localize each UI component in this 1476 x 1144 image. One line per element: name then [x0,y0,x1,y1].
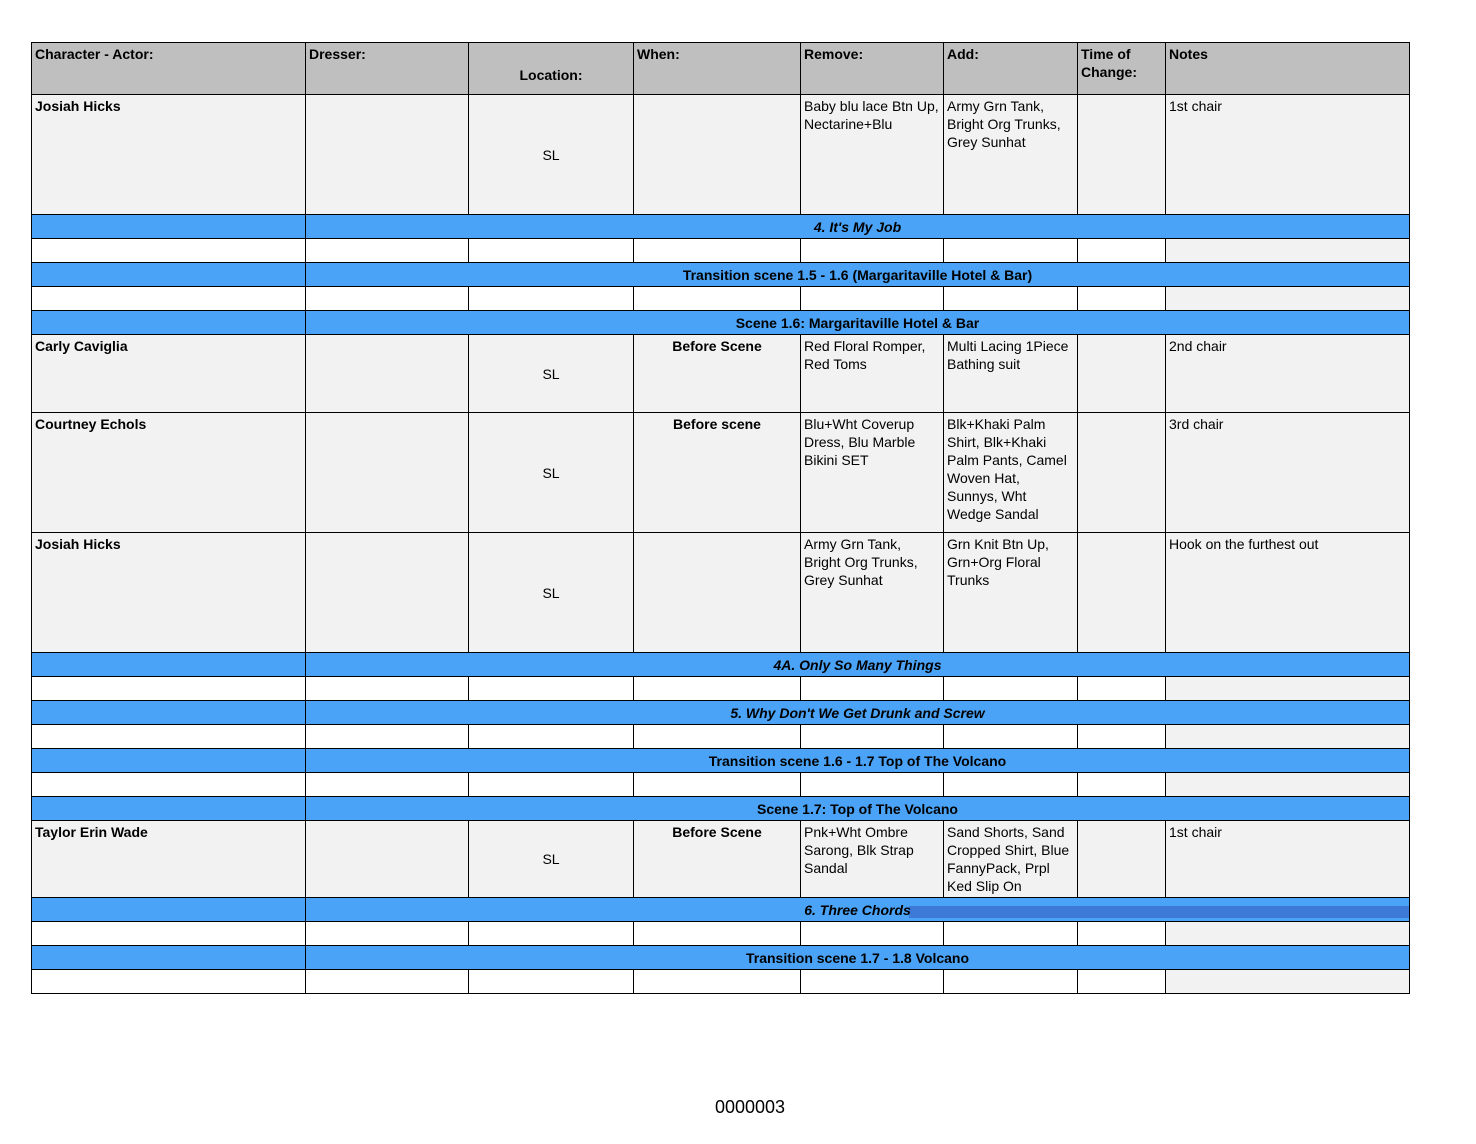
actor-cell: Carly Caviglia [32,335,306,413]
blank-cell [306,922,469,946]
actor-cell: Josiah Hicks [32,95,306,215]
header-row [32,43,1410,95]
dresser-cell [306,821,469,898]
section-row [32,263,1410,287]
section-title: Scene 1.6: Margaritaville Hotel & Bar [306,311,1410,335]
blank-cell [32,922,306,946]
blank-cell [469,239,634,263]
blank-cell [1078,677,1166,701]
blank-cell [306,287,469,311]
blank-cell [469,287,634,311]
blank-cell [634,970,801,994]
header-character: Character - Actor: [32,43,306,95]
blank-cell [32,239,306,263]
remove-cell: Baby blu lace Btn Up, Nectarine+Blu [801,95,944,215]
actor-cell: Taylor Erin Wade [32,821,306,898]
section-title: 4A. Only So Many Things [306,653,1410,677]
blank-cell [634,287,801,311]
blank-row [32,970,1410,994]
costume-change-table [31,42,1410,994]
section-blank-cell [32,898,306,922]
blank-row [32,725,1410,749]
add-cell: Blk+Khaki Palm Shirt, Blk+Khaki Palm Pants, Camel Woven Hat, Sunnys, Wht Wedge Sandal [944,413,1078,533]
section-blank-cell [32,797,306,821]
blank-notes-cell [1166,287,1410,311]
blank-cell [634,922,801,946]
notes-cell: 2nd chair [1166,335,1410,413]
blank-notes-cell [1166,922,1410,946]
section-row [32,215,1410,239]
blank-cell [1078,970,1166,994]
location-cell: SL [469,413,634,533]
dresser-cell [306,533,469,653]
add-cell: Sand Shorts, Sand Cropped Shirt, Blue FannyPack, Prpl Ked Slip On [944,821,1078,898]
section-title: Scene 1.7: Top of The Volcano [306,797,1410,821]
notes-cell: Hook on the furthest out [1166,533,1410,653]
notes-cell: 1st chair [1166,95,1410,215]
dresser-cell [306,335,469,413]
actor-cell: Josiah Hicks [32,533,306,653]
blank-cell [306,677,469,701]
blank-cell [469,773,634,797]
header-time-of-change: Time of Change: [1078,43,1166,95]
blank-cell [801,239,944,263]
blank-cell [801,773,944,797]
add-cell: Multi Lacing 1Piece Bathing suit [944,335,1078,413]
blank-cell [944,773,1078,797]
section-blank-cell [32,701,306,725]
header-add: Add: [944,43,1078,95]
blank-cell [32,773,306,797]
actor-cell: Courtney Echols [32,413,306,533]
blank-cell [1078,922,1166,946]
header-notes: Notes [1166,43,1410,95]
blank-cell [32,725,306,749]
blank-cell [634,773,801,797]
time-of-change-cell [1078,533,1166,653]
time-of-change-cell [1078,821,1166,898]
section-title-text: 6. Three Chords [804,901,911,918]
time-of-change-cell [1078,413,1166,533]
section-row [32,797,1410,821]
page-number: 0000003 [714,1097,786,1117]
section-row [32,653,1410,677]
notes-cell: 3rd chair [1166,413,1410,533]
blank-cell [306,773,469,797]
when-cell: Before Scene [634,335,801,413]
highlight-bar [909,906,1409,918]
blank-cell [634,239,801,263]
blank-cell [944,922,1078,946]
blank-cell [1078,725,1166,749]
blank-row [32,922,1410,946]
table-row [32,335,1410,413]
section-blank-cell [32,215,306,239]
section-blank-cell [32,749,306,773]
blank-cell [32,287,306,311]
blank-cell [801,725,944,749]
table-row [32,533,1410,653]
blank-cell [469,922,634,946]
header-when: When: [634,43,801,95]
table-row [32,95,1410,215]
blank-notes-cell [1166,725,1410,749]
header-location: Location: [469,43,634,95]
section-row [32,898,1410,922]
blank-cell [944,970,1078,994]
location-cell: SL [469,335,634,413]
blank-cell [469,970,634,994]
section-title [306,898,1410,922]
blank-cell [469,677,634,701]
when-cell [634,95,801,215]
remove-cell: Blu+Wht Coverup Dress, Blu Marble Bikini SET [801,413,944,533]
blank-cell [944,725,1078,749]
section-title: Transition scene 1.5 - 1.6 (Margaritaville Hotel & Bar) [306,263,1410,287]
blank-cell [32,970,306,994]
blank-notes-cell [1166,970,1410,994]
section-title: Transition scene 1.6 - 1.7 Top of The Volcano [306,749,1410,773]
section-blank-cell [32,653,306,677]
when-cell [634,533,801,653]
blank-cell [944,287,1078,311]
header-remove: Remove: [801,43,944,95]
notes-cell: 1st chair [1166,821,1410,898]
section-title: 4. It's My Job [306,215,1410,239]
blank-cell [801,287,944,311]
blank-cell [801,677,944,701]
section-row [32,701,1410,725]
table-row [32,413,1410,533]
blank-cell [1078,773,1166,797]
blank-cell [944,677,1078,701]
section-row [32,946,1410,970]
blank-cell [634,677,801,701]
time-of-change-cell [1078,95,1166,215]
section-row [32,749,1410,773]
remove-cell: Red Floral Romper, Red Toms [801,335,944,413]
remove-cell: Army Grn Tank, Bright Org Trunks, Grey Sunhat [801,533,944,653]
header-dresser: Dresser: [306,43,469,95]
blank-notes-cell [1166,773,1410,797]
when-cell: Before scene [634,413,801,533]
blank-row [32,287,1410,311]
dresser-cell [306,95,469,215]
section-blank-cell [32,263,306,287]
blank-cell [306,970,469,994]
section-blank-cell [32,311,306,335]
blank-cell [1078,239,1166,263]
dresser-cell [306,413,469,533]
blank-cell [469,725,634,749]
blank-cell [801,922,944,946]
blank-cell [306,725,469,749]
blank-notes-cell [1166,677,1410,701]
table-row [32,821,1410,898]
blank-row [32,773,1410,797]
section-title: 5. Why Don't We Get Drunk and Screw [306,701,1410,725]
blank-row [32,239,1410,263]
blank-cell [1078,287,1166,311]
blank-cell [32,677,306,701]
blank-cell [634,725,801,749]
blank-cell [306,239,469,263]
blank-cell [944,239,1078,263]
location-cell: SL [469,821,634,898]
blank-cell [801,970,944,994]
location-cell: SL [469,533,634,653]
when-cell: Before Scene [634,821,801,898]
time-of-change-cell [1078,335,1166,413]
add-cell: Army Grn Tank, Bright Org Trunks, Grey Sunhat [944,95,1078,215]
blank-notes-cell [1166,239,1410,263]
blank-row [32,677,1410,701]
remove-cell: Pnk+Wht Ombre Sarong, Blk Strap Sandal [801,821,944,898]
location-cell: SL [469,95,634,215]
section-row [32,311,1410,335]
section-blank-cell [32,946,306,970]
section-title: Transition scene 1.7 - 1.8 Volcano [306,946,1410,970]
add-cell: Grn Knit Btn Up, Grn+Org Floral Trunks [944,533,1078,653]
